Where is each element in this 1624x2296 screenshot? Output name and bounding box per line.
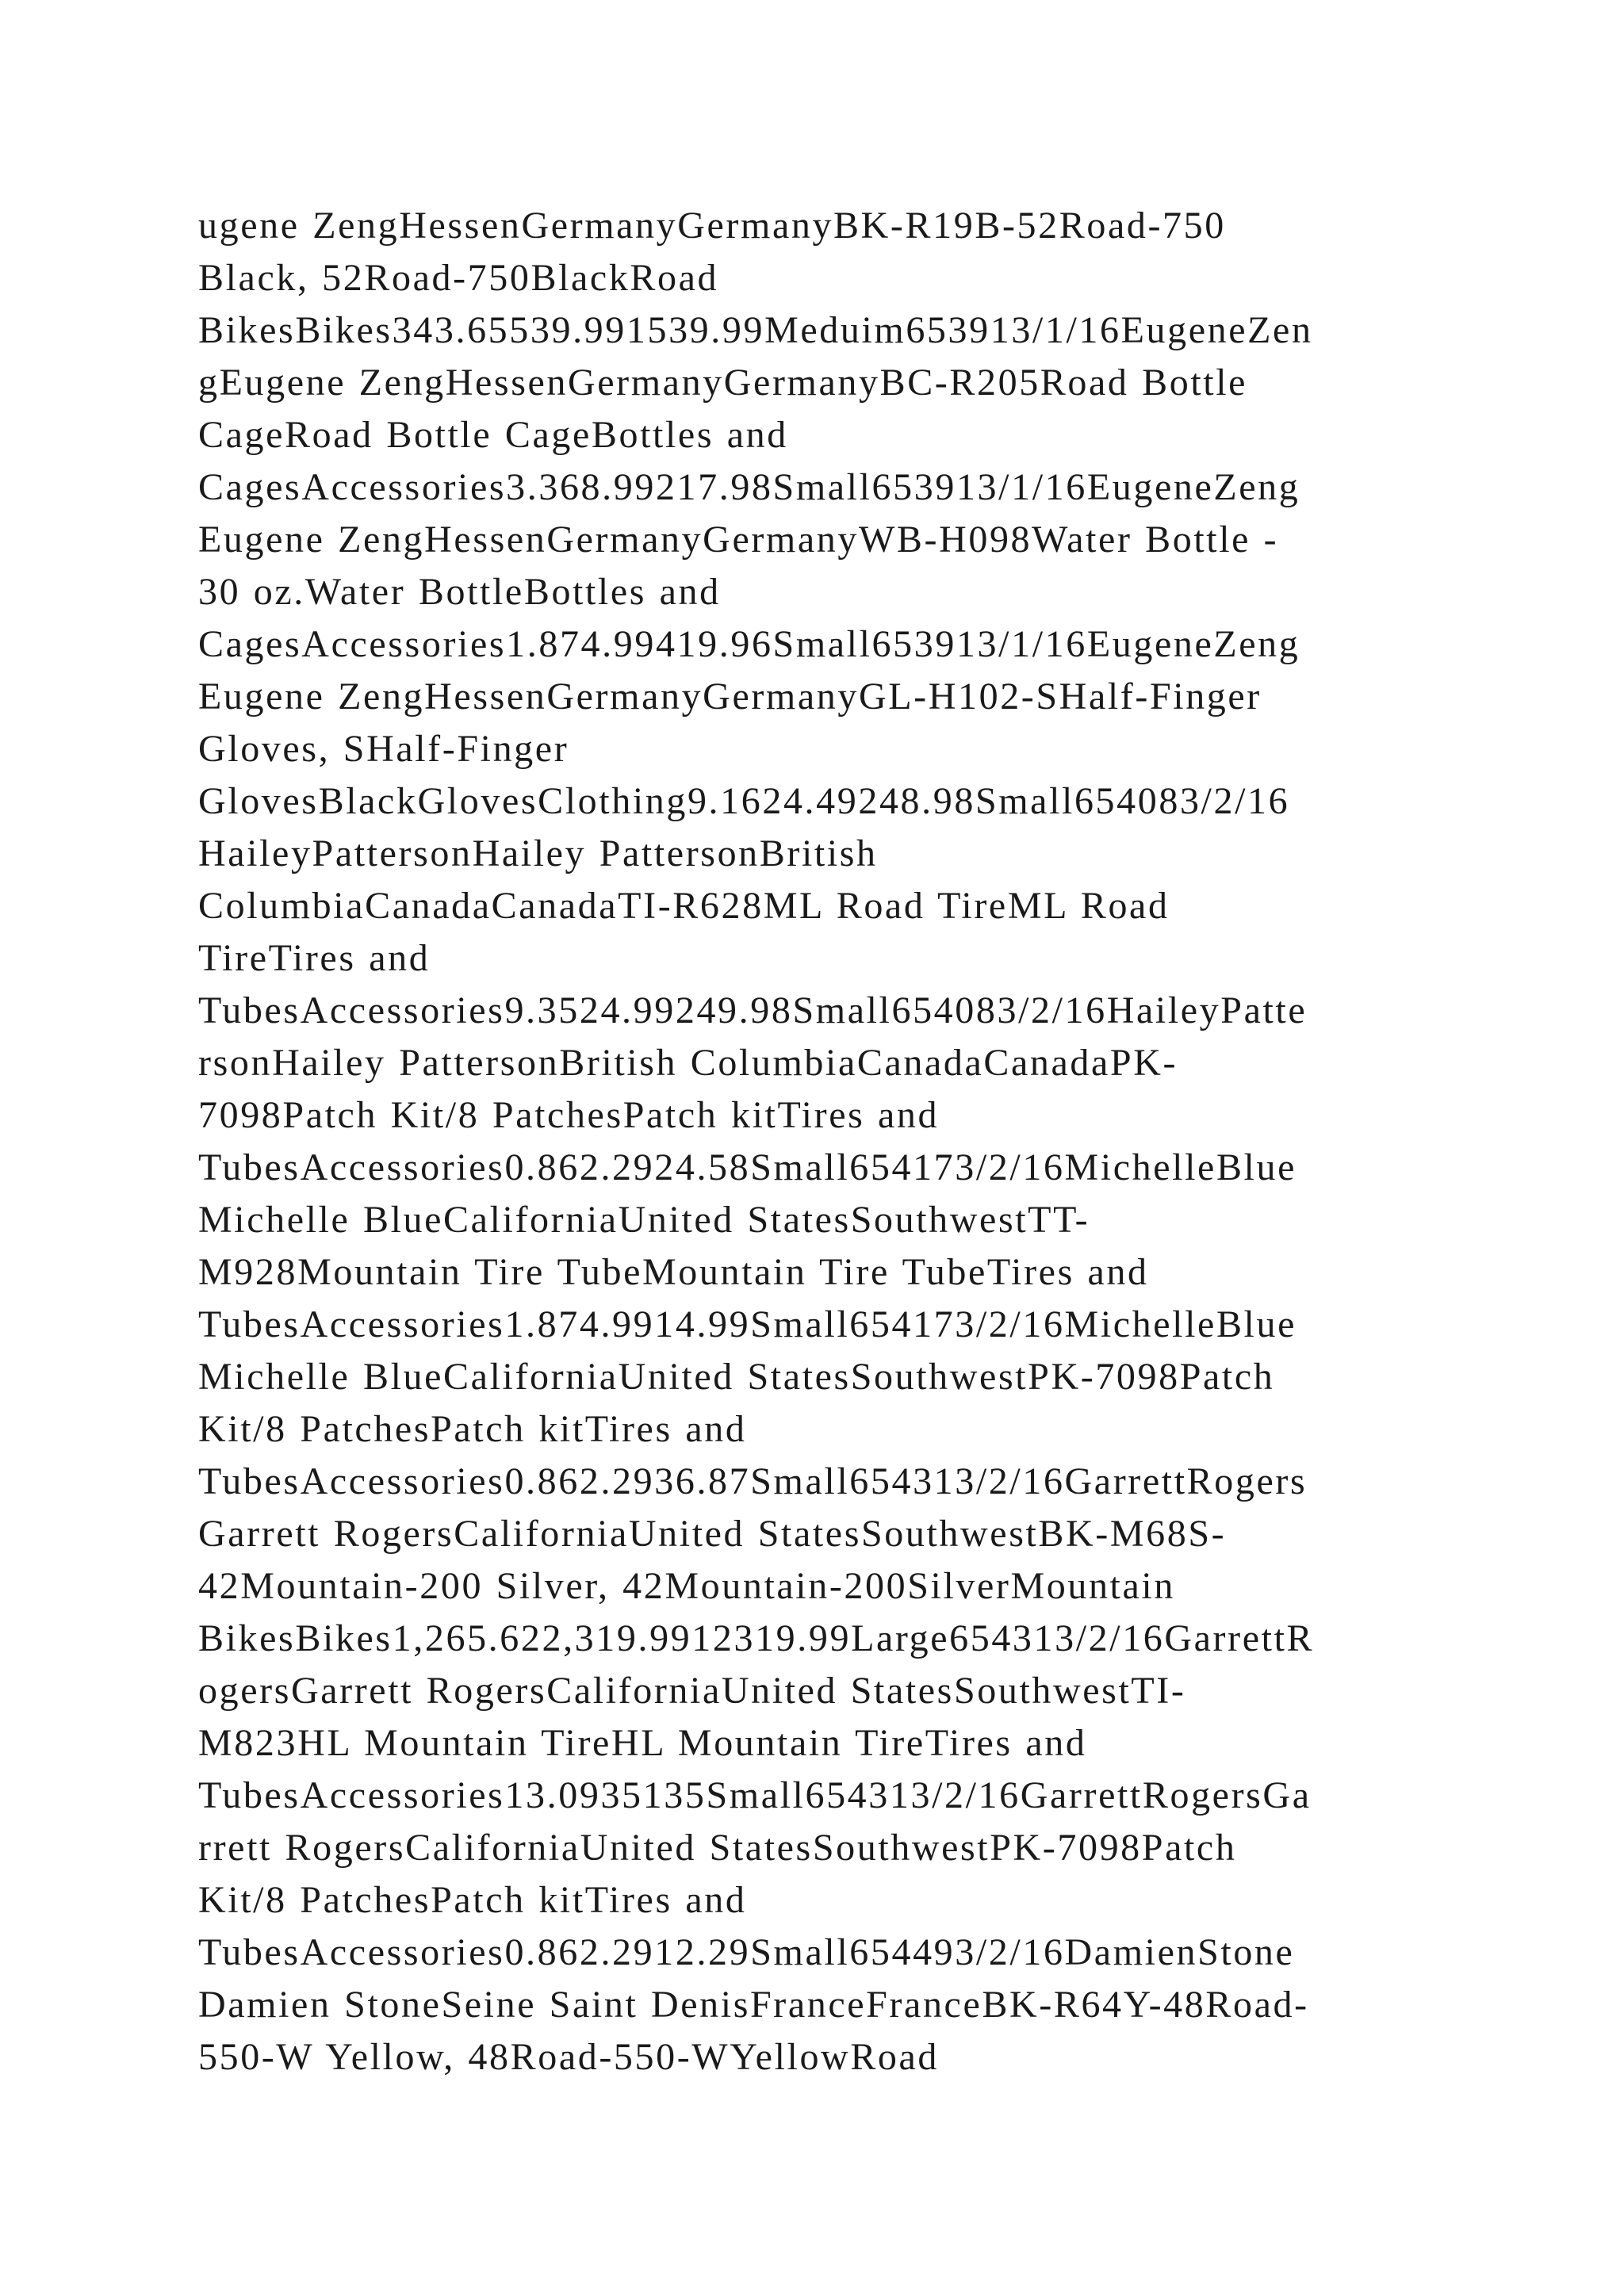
text-line: CagesAccessories3.368.99217.98Small653913/1/16EugeneZeng <box>198 466 1300 508</box>
text-line: TubesAccessories9.3524.99249.98Small654083/2/16HaileyPatte <box>198 989 1308 1031</box>
text-line: 30 oz.Water BottleBottles and <box>198 571 721 613</box>
text-line: 42Mountain-200 Silver, 42Mountain-200SilverMountain <box>198 1565 1175 1607</box>
text-line: GlovesBlackGlovesClothing9.1624.49248.98Small654083/2/16 <box>198 780 1290 822</box>
text-line: Damien StoneSeine Saint DenisFranceFranceBK-R64Y-48Road- <box>198 1984 1309 2026</box>
text-line: CageRoad Bottle CageBottles and <box>198 414 788 456</box>
text-line: TireTires and <box>198 937 431 979</box>
text-line: TubesAccessories0.862.2912.29Small654493/2/16DamienStone <box>198 1931 1295 1973</box>
text-line: HaileyPattersonHailey PattersonBritish <box>198 832 878 874</box>
text-line: Kit/8 PatchesPatch kitTires and <box>198 1408 747 1450</box>
text-line: rsonHailey PattersonBritish ColumbiaCanadaCanadaPK- <box>198 1042 1178 1084</box>
text-line: M928Mountain Tire TubeMountain Tire TubeTires and <box>198 1251 1149 1293</box>
document-body-text <box>198 200 1435 2084</box>
text-line: TubesAccessories1.874.9914.99Small654173/2/16MichelleBlue <box>198 1303 1297 1345</box>
text-line: Michelle BlueCaliforniaUnited StatesSouthwestTT- <box>198 1199 1090 1241</box>
text-line: Black, 52Road-750BlackRoad <box>198 257 719 299</box>
text-line: TubesAccessories0.862.2924.58Small654173/2/16MichelleBlue <box>198 1146 1297 1188</box>
text-line: ugene ZengHessenGermanyGermanyBK-R19B-52Road-750 <box>198 205 1226 247</box>
text-line: BikesBikes343.65539.991539.99Meduim653913/1/16EugeneZen <box>198 309 1313 351</box>
text-line: Michelle BlueCaliforniaUnited StatesSouthwestPK-7098Patch <box>198 1356 1275 1398</box>
text-line: M823HL Mountain TireHL Mountain TireTires and <box>198 1722 1087 1764</box>
text-line: ogersGarrett RogersCaliforniaUnited StatesSouthwestTI- <box>198 1670 1186 1712</box>
text-line: Gloves, SHalf-Finger <box>198 728 569 770</box>
text-line: ColumbiaCanadaCanadaTI-R628ML Road TireML Road <box>198 885 1170 927</box>
text-line: TubesAccessories13.0935135Small654313/2/16GarrettRogersGa <box>198 1774 1312 1816</box>
text-line: Garrett RogersCaliforniaUnited StatesSouthwestBK-M68S- <box>198 1513 1227 1555</box>
text-line: TubesAccessories0.862.2936.87Small654313/2/16GarrettRogers <box>198 1460 1308 1502</box>
text-line: Kit/8 PatchesPatch kitTires and <box>198 1879 747 1921</box>
text-line: 550-W Yellow, 48Road-550-WYellowRoad <box>198 2036 940 2078</box>
text-line: Eugene ZengHessenGermanyGermanyGL-H102-SHalf-Finger <box>198 675 1262 718</box>
text-line: BikesBikes1,265.622,319.9912319.99Large654313/2/16GarrettR <box>198 1617 1315 1659</box>
text-line: 7098Patch Kit/8 PatchesPatch kitTires and <box>198 1094 940 1136</box>
text-line: CagesAccessories1.874.99419.96Small653913/1/16EugeneZeng <box>198 623 1300 665</box>
text-line: gEugene ZengHessenGermanyGermanyBC-R205Road Bottle <box>198 362 1248 404</box>
text-line: rrett RogersCaliforniaUnited StatesSouthwestPK-7098Patch <box>198 1827 1237 1869</box>
text-line: Eugene ZengHessenGermanyGermanyWB-H098Water Bottle - <box>198 519 1279 561</box>
